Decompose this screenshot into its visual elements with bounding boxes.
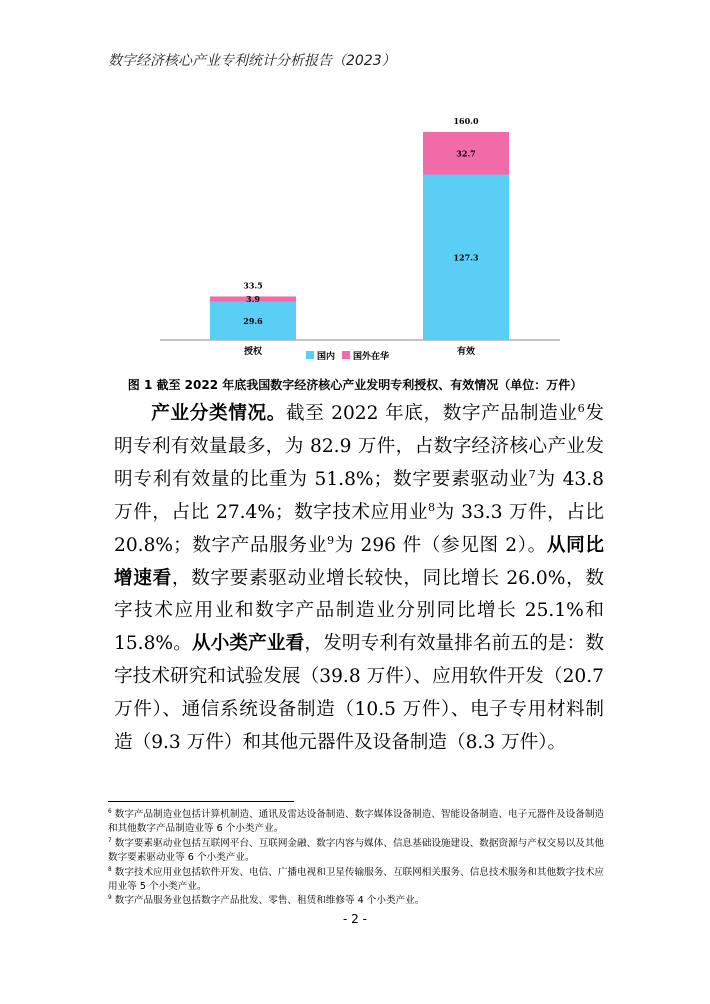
legend-swatch <box>342 351 350 359</box>
footnote-9 <box>108 894 606 908</box>
footnote-ref-8[interactable]: 8 <box>427 500 436 514</box>
category-label: 授权 <box>243 347 263 357</box>
text-s2: 发明专利有效量最多，为 82.9 万件，占数字经济核心产业发明专利有效量的比重为 51.8%；数字要素驱动业 <box>114 403 604 490</box>
footnote-text: 数字要素驱动业包括互联网平台、互联网金融、数字内容与媒体、信息基础设施建设、数据资源与产权交易以及其他数字要素驱动业等 6 个小类产业。 <box>108 837 605 864</box>
footnote-number: 9 <box>108 895 112 902</box>
footnote-divider <box>108 801 294 802</box>
bold-subclass-heading: 从小类产业看 <box>191 633 305 655</box>
legend-swatch <box>306 351 314 359</box>
footnotes <box>108 808 606 909</box>
text-s6: ，数字要素驱动业增长较快，同比增长 26.0%，数字技术应用业和数字产品制造业分别同比增长 25.1%和 15.8%。 <box>114 567 604 655</box>
page-number: - 2 - <box>343 912 367 926</box>
bar-value-label: 29.6 <box>243 315 263 326</box>
text-s1: 截至 2022 年底，数字产品制造业 <box>286 403 578 424</box>
bar-value-label: 32.7 <box>456 148 476 159</box>
bar-value-label: 3.9 <box>246 293 260 304</box>
footnote-text: 数字产品制造业包括计算机制造、通讯及雷达设备制造、数字媒体设备制造、智能设备制造、电子元器件及设备制造和其他数字产品制造业等 6 个小类产业。 <box>108 809 605 835</box>
bar-value-label: 127.3 <box>453 252 479 263</box>
lead-heading: 产业分类情况。 <box>151 403 287 424</box>
text-s5: 为 296 件（参见图 2）。 <box>334 534 547 556</box>
footnote-6 <box>108 808 606 837</box>
footnote-text: 数字产品服务业包括数字产品批发、零售、租赁和维修等 4 个小类产业。 <box>111 895 425 907</box>
bold-growth-heading: 从同比增速看 <box>114 534 604 589</box>
text-s7: ，发明专利有效量排名前五的是：数字技术研究和试验发展（39.8 万件）、应用软件开发（20.7 万件）、通信系统设备制造（10.5 万件）、电子专用材料制造（9.3 万件）和其他元器件及设备制造（8.3 万件）。 <box>114 633 604 754</box>
footnote-7 <box>108 837 606 866</box>
footnote-ref-6[interactable]: 6 <box>577 401 585 415</box>
footnote-ref-9[interactable]: 9 <box>326 533 335 547</box>
legend-label: 国外在华 <box>353 352 390 362</box>
legend-label: 国内 <box>317 352 336 362</box>
running-header: 数字经济核心产业专利统计分析报告（2023） <box>108 53 396 69</box>
text-s4: 为 33.3 万件，占比 20.8%；数字产品服务业 <box>114 501 604 556</box>
footnote-number: 8 <box>108 866 112 873</box>
category-label: 有效 <box>456 347 476 357</box>
footnote-ref-7[interactable]: 7 <box>528 467 536 481</box>
footnote-number: 7 <box>108 837 112 844</box>
footnote-8 <box>108 866 606 895</box>
text-s3: 为 43.8 万件，占比 27.4%；数字技术应用业 <box>114 468 604 523</box>
total-label: 33.5 <box>243 280 263 291</box>
body-paragraph <box>114 398 604 760</box>
footnote-text: 数字技术应用业包括软件开发、电信、广播电视和卫星传输服务、互联网相关服务、信息技术服务和其他数字技术应用业等 5 个小类产业。 <box>108 866 605 893</box>
total-label: 160.0 <box>453 116 479 126</box>
footnote-number: 6 <box>108 808 112 815</box>
figure-caption: 图 1 截至 2022 年底我国数字经济核心产业发明专利授权、有效情况（单位：万件） <box>127 378 583 392</box>
patent-stacked-bar-chart <box>0 0 710 380</box>
